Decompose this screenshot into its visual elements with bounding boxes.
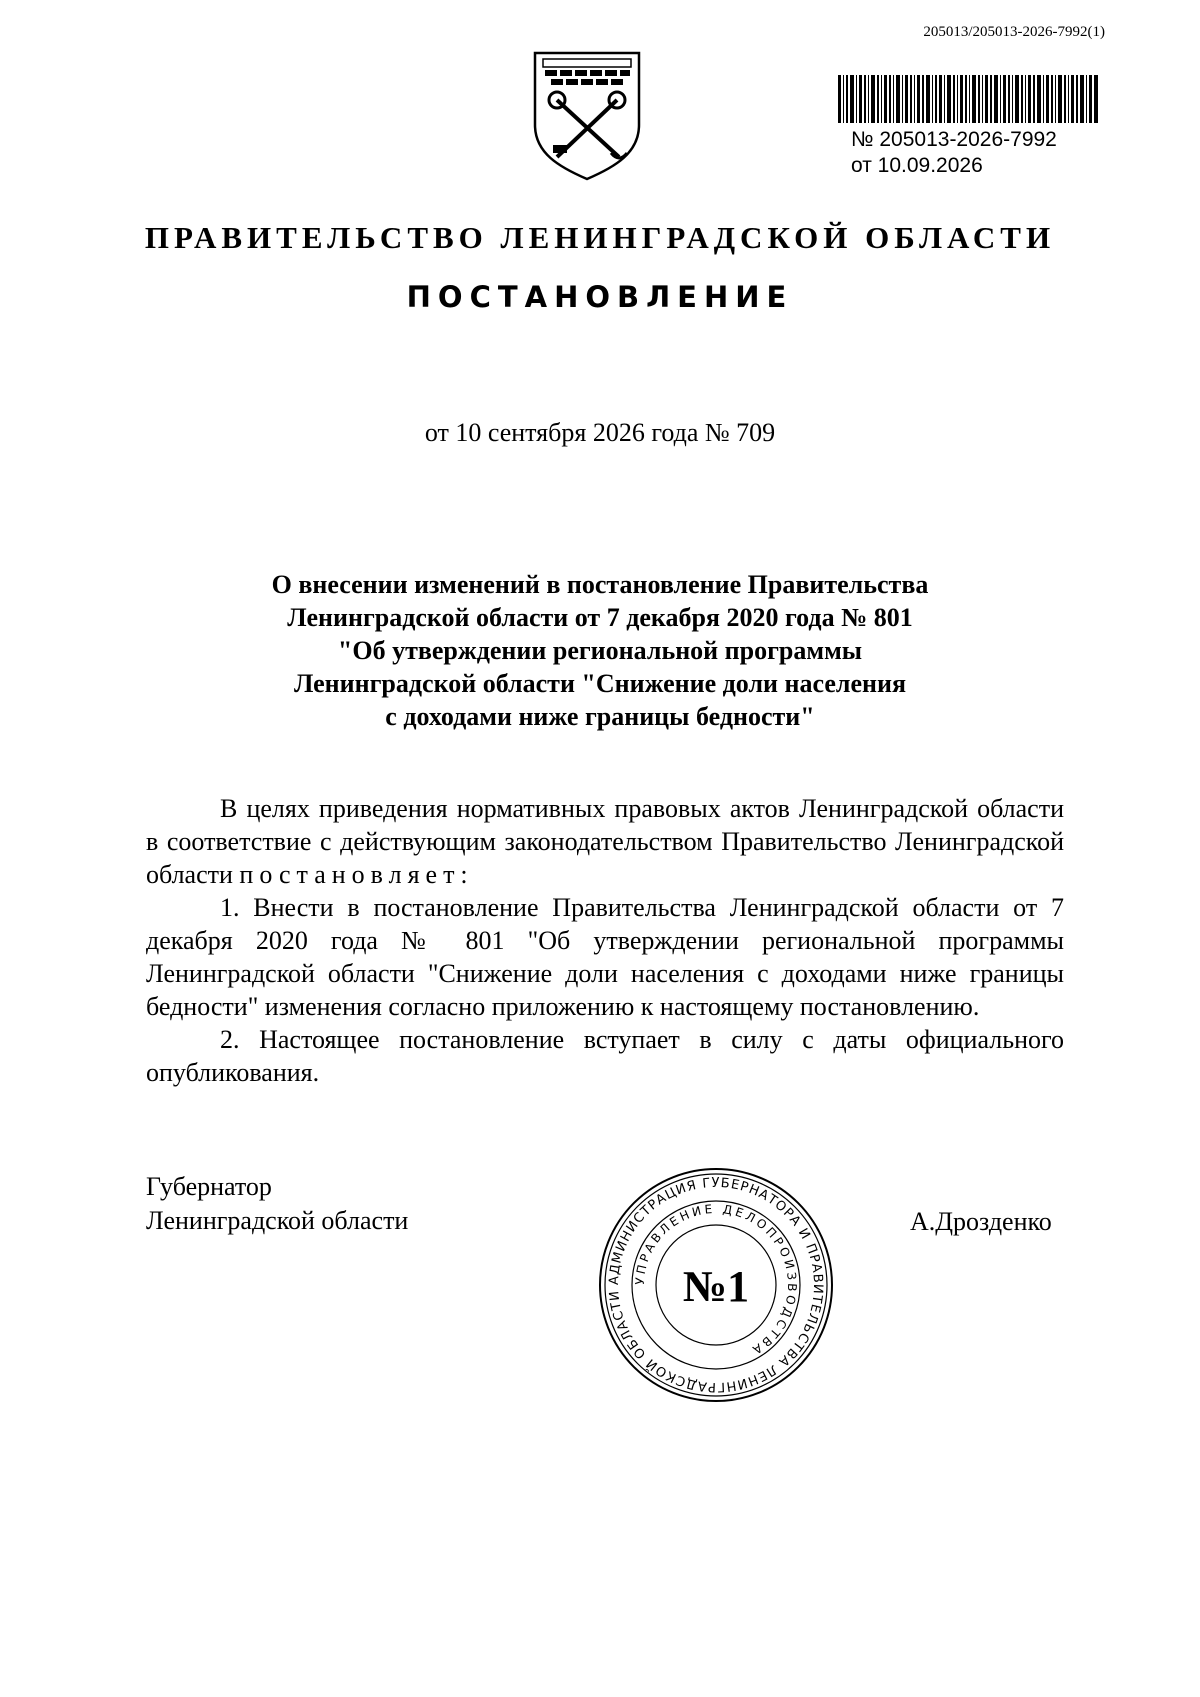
title-line: Ленинградской области от 7 декабря 2020 года № 801 (287, 603, 913, 632)
seal-number: №1 (682, 1262, 750, 1311)
registration-block (851, 127, 1057, 179)
registration-date: от 10.09.2026 (851, 154, 983, 177)
official-seal (596, 1165, 836, 1405)
signatory-position (146, 1170, 408, 1238)
signatory-position-line: Ленинградской области (146, 1206, 409, 1235)
seal-outer-text: АДМИНИСТРАЦИЯ ГУБЕРНАТОРА И ПРАВИТЕЛЬСТВА ЛЕНИНГРАДСКОЙ ОБЛАСТИ (606, 1175, 826, 1395)
item-2: 2. Настоящее постановление вступает в силу с даты официального опубликования. (146, 1025, 1064, 1087)
document-type-heading: ПОСТАНОВЛЕНИЕ (406, 280, 794, 314)
preamble-text: В целях приведения нормативных правовых актов Ленинградской области в соответствие с действующим законодательством Правительство Ленинградской области (146, 794, 1064, 889)
decree-date-number: от 10 сентября 2026 года № 709 (424, 418, 776, 447)
item-1: 1. Внести в постановление Правительства Ленинградской области от 7 декабря 2020 года № 801 "Об утверждении региональной программы Ленинградской области "Снижение доли населения с доходами ниже границы бедности" изменения согласно приложению к настоящему постановлению. (146, 893, 1064, 1021)
barcode-icon (838, 75, 1098, 123)
title-line: с доходами ниже границы бедности" (385, 702, 815, 731)
title-line: "Об утверждении региональной программы (337, 636, 863, 665)
title-line: Ленинградской области "Снижение доли населения (293, 669, 907, 698)
title-line: О внесении изменений в постановление Правительства (271, 570, 929, 599)
preamble-paragraph (146, 792, 1064, 891)
decree-title (150, 568, 1050, 733)
coat-of-arms-icon (527, 45, 647, 185)
decree-body (146, 792, 1064, 1089)
document-reference: 205013/205013-2026-7992(1) (923, 24, 1105, 40)
signatory-position-line: Губернатор (146, 1172, 272, 1201)
seal-inner-text: УПРАВЛЕНИЕ ДЕЛОПРОИЗВОДСТВА (632, 1201, 800, 1359)
preamble-verb: постановляет: (239, 860, 474, 889)
authority-heading: ПРАВИТЕЛЬСТВО ЛЕНИНГРАДСКОЙ ОБЛАСТИ (144, 220, 1056, 255)
registration-number: № 205013-2026-7992 (851, 128, 1057, 151)
signatory-name: А.Дрозденко (910, 1207, 1052, 1236)
